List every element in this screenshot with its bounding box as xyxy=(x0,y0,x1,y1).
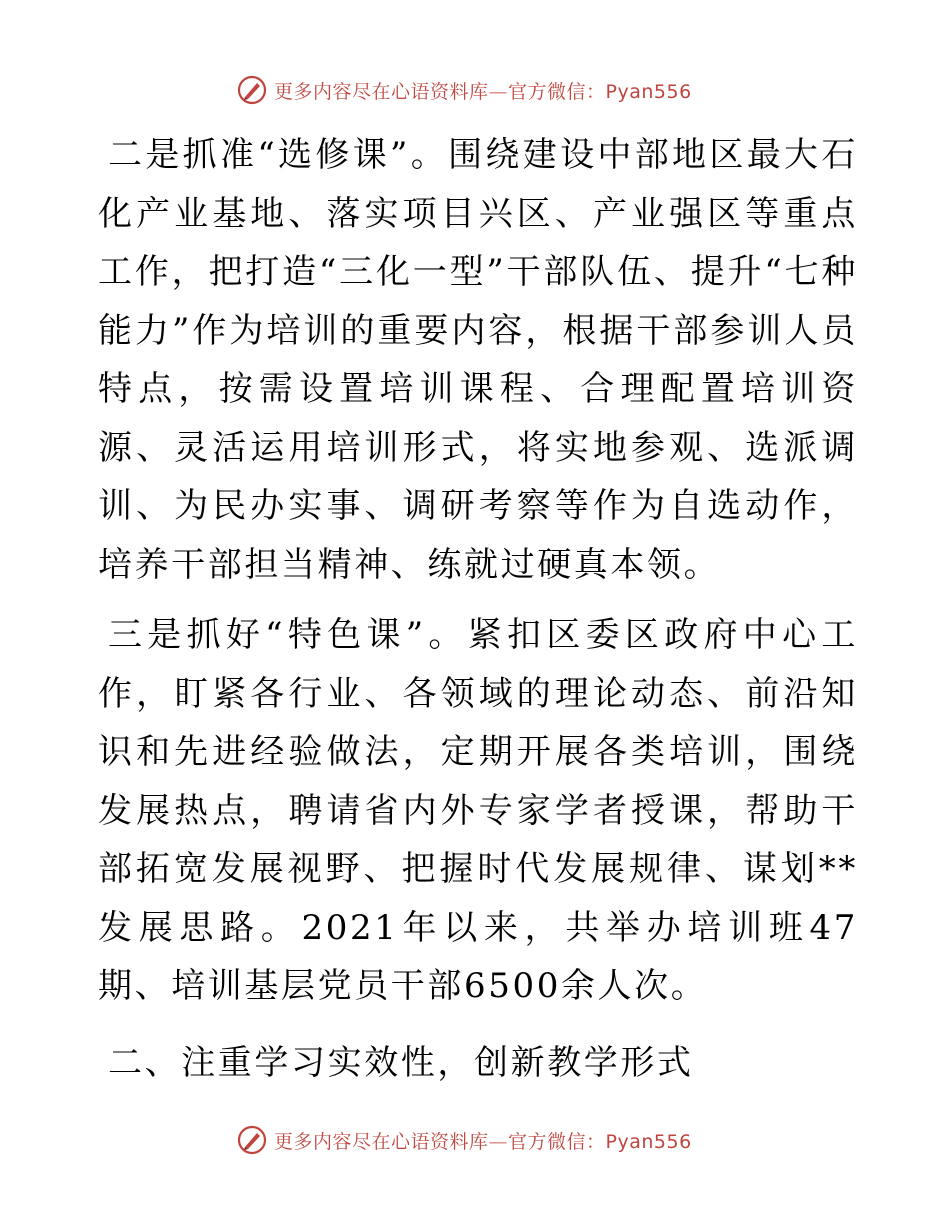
watermark-text: 更多内容尽在心语资料库—官方微信：Pyan556 xyxy=(274,1130,692,1153)
paragraph-featured-course: 三是抓好“特色课”。紧扣区委区政府中心工作，盯紧各行业、各领域的理论动态、前沿知识和先进经验做法，定期开展各类培训，围绕发展热点，聘请省内外专家学者授课，帮助干部拓宽发展视野、把握时代发展规律、谋划**发展思路。2021年以来，共举办培训班47期、培训基层党员干部6500余人次。 xyxy=(98,615,858,1006)
document-body xyxy=(98,126,858,1092)
watermark-text: 更多内容尽在心语资料库—官方微信：Pyan556 xyxy=(274,80,692,103)
pen-circle-logo-icon xyxy=(236,1124,268,1156)
footer-watermark xyxy=(236,1122,692,1158)
header-watermark xyxy=(236,72,692,108)
section-heading: 二、注重学习实效性，创新教学形式 xyxy=(108,1042,694,1083)
pen-circle-logo-icon xyxy=(236,74,268,106)
paragraph-elective-course: 二是抓准“选修课”。围绕建设中部地区最大石化产业基地、落实项目兴区、产业强区等重点工作，把打造“三化一型”干部队伍、提升“七种能力”作为培训的重要内容，根据干部参训人员特点，按需设置培训课程、合理配置培训资源、灵活运用培训形式，将实地参观、选派调训、为民办实事、调研考察等作为自选动作，培养干部担当精神、练就过硬真本领。 xyxy=(98,135,858,585)
